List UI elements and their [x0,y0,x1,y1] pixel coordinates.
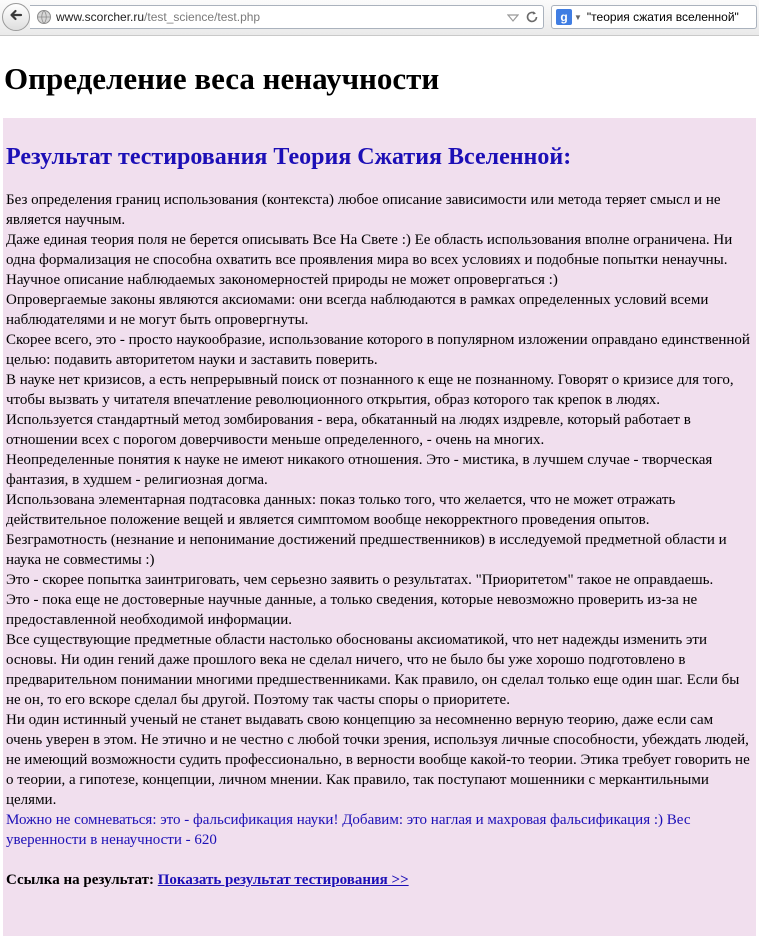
globe-icon [36,9,52,25]
search-query: "теория сжатия вселенной" [586,10,739,24]
search-field[interactable] [551,5,757,29]
show-result-link[interactable]: Показать результат тестирования >> [157,872,409,888]
google-search-icon[interactable]: g [556,9,572,25]
result-panel [3,118,756,936]
result-paragraph: Скорее всего, это - просто наукообразие, использование которого в популярном изложении оправдано единственной целью: подавить авторитетом науки и заставить поверить. [6,332,750,368]
result-paragraph: Даже единая теория поля не берется описывать Все На Свете :) Ее область использования вполне ограничена. Ни одна формализация не способна охватить все проявления мира во всех условиях и подобные попытки ненаучны. [6,232,733,268]
result-text [6,190,752,810]
dropdown-triangle-icon[interactable] [507,12,519,26]
result-paragraph: Безграмотность (незнание и непонимание достижений предшественников) в исследуемой предметной области и наука не совместимы :) [6,532,727,568]
page-title: Определение веса ненаучности [4,61,440,96]
url-host: www.scorcher.ru [56,10,145,24]
search-engine-dropdown-icon[interactable]: ▼ [574,12,582,22]
verdict-text: Можно не сомневаться: это - фальсификация науки! Добавим: это наглая и махровая фальсификация :) Вес уверенности в ненаучности - 620 [6,812,691,848]
result-link-line [6,870,752,890]
result-paragraph: Это - скорее попытка заинтриговать, чем серьезно заявить о результатах. "Приоритетом" такое не оправдаешь. [6,572,714,588]
result-heading: Результат тестирования Теория Сжатия Вселенной: [6,144,572,170]
url-path: /test_science/test.php [144,10,261,24]
result-paragraph: Это - пока еще не достоверные научные данные, а только сведения, которые невозможно проверить из-за не предоставленной необходимой информации. [6,592,698,628]
result-paragraph: Опровергаемые законы являются аксиомами: они всегда наблюдаются в рамках определенных условий всеми наблюдателями и не могут быть опровергнуты. [6,292,709,328]
result-paragraph: Все существующие предметные области настолько обоснованы аксиоматикой, что нет надежды изменить эти основы. Ни один гений даже прошлого века не сделал ничего, что не было бы уже хорошо подготовлено в предварительном понимании многими предшественниками. Как правило, он сделал только еще один шаг. Если бы не он, то его вскоре сделал бы другой. Поэтому так часты споры о приоритете. [6,632,740,708]
back-arrow-icon [8,7,24,28]
result-paragraph: Ни один истинный ученый не станет выдавать свою концепцию за несомненно верную теорию, даже если сам очень уверен в этом. Не этично и не честно с любой точки зрения, используя личные способности, убеждать людей, не имеющий возможности судить профессионально, в верности вообще какой-то теории. Этика требует говорить не о теории, а гипотезе, концепции, личном мнении. Как правило, так поступают мошенники с меркантильными целями. [6,712,750,808]
result-link-label: Ссылка на результат: [6,872,155,888]
result-paragraph: Используется стандартный метод зомбирования - вера, обкатанный на людях издревле, который работает в отношении всех с порогом доверчивости меньше определенного, - очень на многих. [6,412,691,448]
result-paragraph: Научное описание наблюдаемых закономерностей природы не может опровергаться :) [6,272,558,288]
result-paragraph: Использована элементарная подтасовка данных: показ только того, что желается, что не может отражать действительное положение вещей и является симптомом вообще некорректного проведения опытов. [6,492,676,528]
browser-toolbar [0,0,759,36]
back-button[interactable] [2,3,30,31]
reload-icon[interactable] [525,10,539,27]
result-paragraph: Без определения границ использования (контекста) любое описание зависимости или метода теряет смысл и не является научным. [6,192,721,228]
address-bar[interactable] [30,5,544,29]
result-paragraph: Неопределенные понятия к науке не имеют никакого отношения. Это - мистика, в лучшем случае - творческая фантазия, в худшем - религиозная догма. [6,452,713,488]
result-paragraph: В науке нет кризисов, а есть непрерывный поиск от познанного к еще не познанному. Говорят о кризисе для того, чтобы вызвать у читателя впечатление революционного открытия, образ которого так крепок в людях. [6,372,734,408]
